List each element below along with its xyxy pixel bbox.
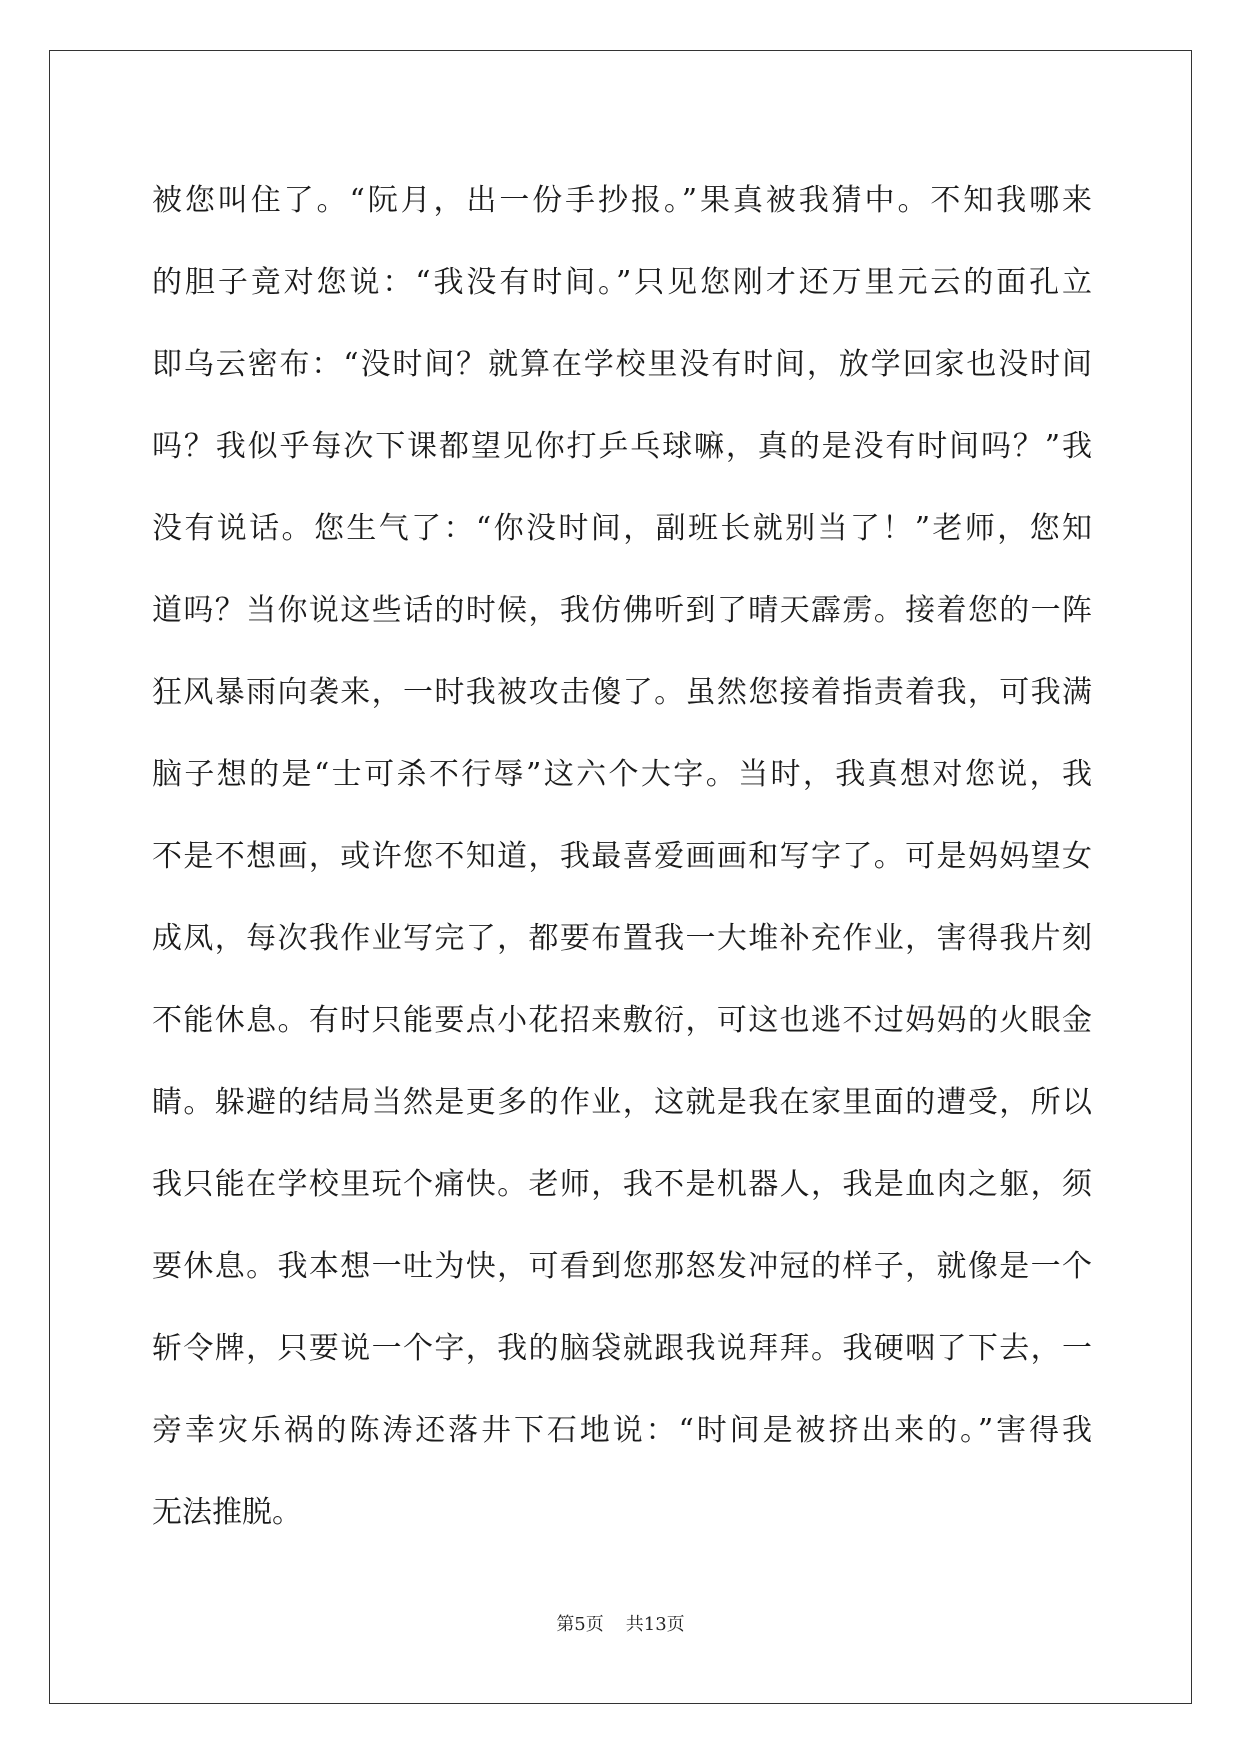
text-line: 旁幸灾乐祸的陈涛还落井下石地说：“时间是被挤出来的。”害得我 bbox=[152, 1413, 1092, 1448]
text-line: 睛。躲避的结局当然是更多的作业，这就是我在家里面的遭受，所以 bbox=[152, 1085, 1092, 1120]
text-line: 脑子想的是“士可杀不行辱”这六个大字。当时，我真想对您说，我 bbox=[152, 757, 1092, 792]
total-pages: 共13页 bbox=[625, 1614, 685, 1635]
page-footer bbox=[0, 1610, 1241, 1636]
page-number: 第5页 bbox=[556, 1614, 604, 1635]
text-line: 斩令牌，只要说一个字，我的脑袋就跟我说拜拜。我硬咽了下去，一 bbox=[152, 1331, 1092, 1366]
text-line: 不能休息。有时只能要点小花招来敷衍，可这也逃不过妈妈的火眼金 bbox=[152, 1003, 1092, 1038]
text-line: 吗？我似乎每次下课都望见你打乒乓球嘛，真的是没有时间吗？”我 bbox=[152, 429, 1092, 464]
text-line: 即乌云密布：“没时间？就算在学校里没有时间，放学回家也没时间 bbox=[152, 347, 1092, 382]
text-line: 不是不想画，或许您不知道，我最喜爱画画和写字了。可是妈妈望女 bbox=[152, 839, 1092, 874]
text-line: 的胆子竟对您说：“我没有时间。”只见您刚才还万里元云的面孔立 bbox=[152, 265, 1092, 300]
document-body bbox=[152, 160, 1092, 1554]
text-line: 道吗？当你说这些话的时候，我仿佛听到了晴天霹雳。接着您的一阵 bbox=[152, 593, 1092, 628]
text-line: 被您叫住了。“阮月，出一份手抄报。”果真被我猜中。不知我哪来 bbox=[152, 183, 1092, 218]
text-line: 狂风暴雨向袭来，一时我被攻击傻了。虽然您接着指责着我，可我满 bbox=[152, 675, 1092, 710]
text-line: 无法推脱。 bbox=[152, 1495, 302, 1530]
text-line: 要休息。我本想一吐为快，可看到您那怒发冲冠的样子，就像是一个 bbox=[152, 1249, 1092, 1284]
text-line: 成凤，每次我作业写完了，都要布置我一大堆补充作业，害得我片刻 bbox=[152, 921, 1092, 956]
text-line: 没有说话。您生气了：“你没时间，副班长就别当了！”老师，您知 bbox=[152, 511, 1092, 546]
text-line: 我只能在学校里玩个痛快。老师，我不是机器人，我是血肉之躯，须 bbox=[152, 1167, 1092, 1202]
